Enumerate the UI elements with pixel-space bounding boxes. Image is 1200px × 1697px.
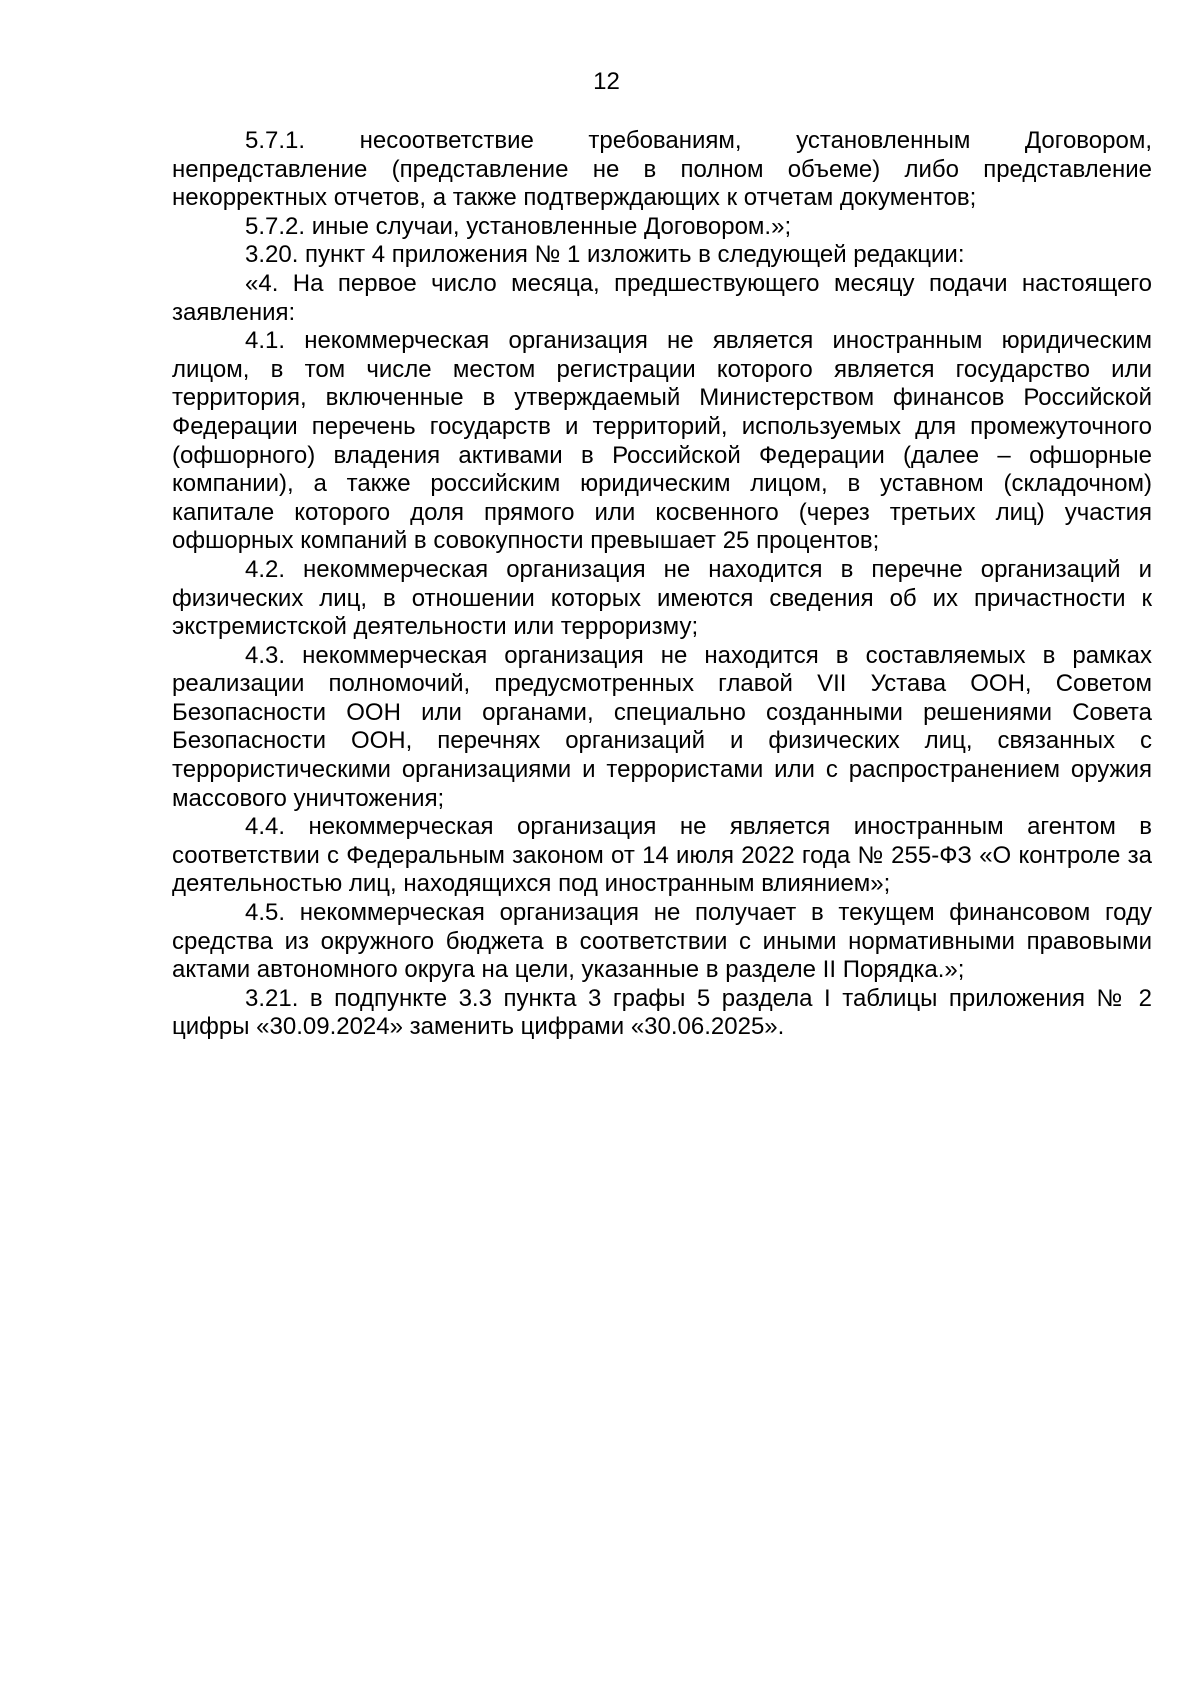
- paragraph-3-20: 3.20. пункт 4 приложения № 1 изложить в следующей редакции:: [245, 241, 965, 269]
- page-number: 12: [593, 68, 620, 95]
- paragraph-4-5: 4.5. некоммерческая организация не получает в текущем финансовом году средства из окружного бюджета в соответствии с иными нормативными правовыми актами автономного округа на цели, указанные в разделе II Порядка.»;: [172, 899, 1152, 984]
- paragraph-4-1: 4.1. некоммерческая организация не является иностранным юридическим лицом, в том числе местом регистрации которого является государство или территория, включенные в утверждаемый Министерством финансов Российской Федерации перечень государств и территорий, используемых для промежуточного (офшорного) владения активами в Российской Федерации (далее – офшорные компании), а также российским юридическим лицом, в уставном (складочном) капитале которого доля прямого или косвенного (через третьих лиц) участия офшорных компаний в совокупности превышает 25 процентов;: [172, 327, 1152, 555]
- paragraph-5-7-1: 5.7.1. несоответствие требованиям, установленным Договором, непредставление (представление не в полном объеме) либо представление некорректных отчетов, а также подтверждающих к отчетам документов;: [172, 127, 1152, 212]
- paragraph-4-4: 4.4. некоммерческая организация не является иностранным агентом в соответствии с Федеральным законом от 14 июля 2022 года № 255-ФЗ «О контроле за деятельностью лиц, находящихся под иностранным влиянием»;: [172, 813, 1152, 898]
- paragraph-5-7-2: 5.7.2. иные случаи, установленные Договором.»;: [245, 212, 792, 240]
- paragraph-4-2: 4.2. некоммерческая организация не находится в перечне организаций и физических лиц, в отношении которых имеются сведения об их причастности к экстремистской деятельности или терроризму;: [172, 555, 1152, 641]
- paragraph-4-3: 4.3. некоммерческая организация не находится в составляемых в рамках реализации полномочий, предусмотренных главой VII Устава ООН, Советом Безопасности ООН или органами, специально созданными решениями Совета Безопасности ООН, перечнях организаций и физических лиц, связанных с террористическими организациями и террористами или с распространением оружия массового уничтожения;: [172, 641, 1152, 812]
- paragraph-4-intro: «4. На первое число месяца, предшествующего месяцу подачи настоящего заявления:: [172, 269, 1152, 326]
- document-body: [172, 127, 1152, 1042]
- paragraph-3-21: 3.21. в подпункте 3.3 пункта 3 графы 5 раздела I таблицы приложения № 2 цифры «30.09.2024» заменить цифрами «30.06.2025».: [172, 984, 1152, 1041]
